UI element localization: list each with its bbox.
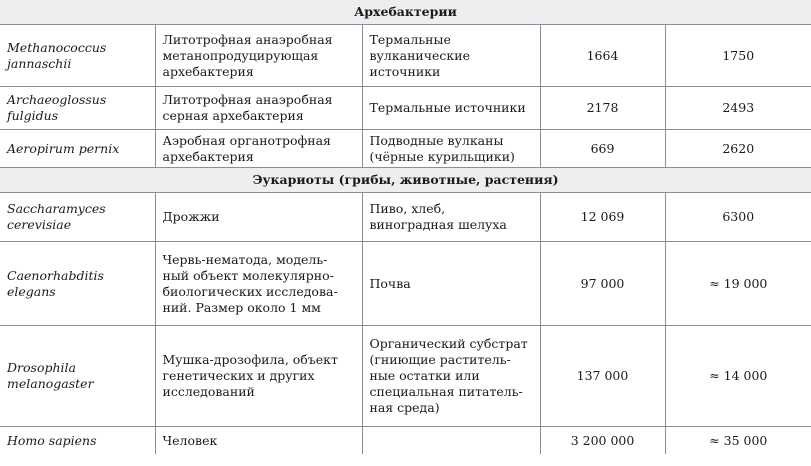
value-2: 2620	[665, 130, 811, 168]
description-line: Мушка-дрозофила, объект	[162, 352, 338, 367]
species-name	[0, 242, 155, 326]
species-name-line: Caenorhabditis	[7, 267, 104, 283]
species-name-line: Aeropirum pernix	[7, 140, 120, 156]
value-1: 1664	[540, 25, 665, 87]
section-title-eukaryotes: Эукариоты (грибы, животные, растения)	[0, 168, 811, 193]
species-name-line: elegans	[7, 283, 56, 299]
habitat-line: вулканические	[369, 47, 470, 63]
habitat-line: специальная питатель-	[369, 384, 523, 399]
species-name-line: Methanococcus	[7, 39, 107, 55]
description-line: архебактерия	[162, 148, 254, 164]
section-row-archaea	[0, 0, 811, 25]
description-line: генетических и других	[162, 368, 315, 383]
habitat-line: ная среда)	[369, 400, 440, 415]
organism-description	[155, 326, 362, 427]
organism-description	[155, 25, 362, 87]
value-2: ≈ 14 000	[665, 326, 811, 427]
habitat	[362, 193, 540, 242]
table-row	[0, 427, 811, 455]
habitat-line: виноградная шелуха	[369, 217, 507, 232]
habitat-line: Пиво, хлеб,	[369, 201, 446, 216]
habitat	[362, 130, 540, 168]
habitat	[362, 427, 540, 455]
species-name	[0, 326, 155, 427]
value-2: ≈ 19 000	[665, 242, 811, 326]
habitat	[362, 326, 540, 427]
habitat-line: (гниющие раститель-	[369, 352, 511, 367]
organism-description	[155, 193, 362, 242]
species-name	[0, 130, 155, 168]
species-name-line: Drosophila	[7, 360, 76, 375]
description-line: Литотрофная анаэробная	[162, 92, 333, 107]
description-line: метанопродуцирующая	[162, 47, 319, 63]
value-1: 97 000	[540, 242, 665, 326]
species-name-line: Archaeoglossus	[7, 92, 107, 107]
species-name-line: jannaschii	[7, 55, 72, 71]
description-line: серная архебактерия	[162, 108, 304, 123]
species-name	[0, 193, 155, 242]
species-name-line: Homo sapiens	[7, 432, 97, 448]
description-line: Человек	[162, 432, 218, 448]
description-line: Аэробная органотрофная	[162, 132, 331, 148]
habitat-line: Подводные вулканы	[369, 132, 504, 148]
organism-description	[155, 242, 362, 326]
habitat	[362, 242, 540, 326]
organism-description	[155, 130, 362, 168]
value-2: ≈ 35 000	[665, 427, 811, 455]
habitat-line: Органический субстрат	[369, 336, 528, 351]
table-row	[0, 25, 811, 87]
value-1: 2178	[540, 87, 665, 130]
organism-description	[155, 427, 362, 455]
value-1: 669	[540, 130, 665, 168]
habitat-line: Почва	[369, 275, 411, 291]
description-line: Червь-нематода, модель-	[162, 251, 328, 267]
habitat	[362, 25, 540, 87]
table-row	[0, 130, 811, 168]
habitat	[362, 87, 540, 130]
description-line: ный объект молекулярно-	[162, 267, 334, 283]
value-1: 3 200 000	[540, 427, 665, 455]
species-name-line: melanogaster	[7, 376, 94, 391]
description-line: Дрожжи	[162, 209, 220, 224]
description-line: исследований	[162, 384, 255, 399]
value-2: 1750	[665, 25, 811, 87]
species-name-line: cerevisiae	[7, 217, 72, 232]
description-line: архебактерия	[162, 63, 254, 79]
table-row	[0, 87, 811, 130]
habitat-line: источники	[369, 63, 441, 79]
habitat-line: Термальные	[369, 31, 451, 47]
species-name	[0, 427, 155, 455]
table-row	[0, 242, 811, 326]
section-title-archaea: Архебактерии	[0, 0, 811, 25]
table-row	[0, 193, 811, 242]
species-name-line: fulgidus	[7, 108, 59, 123]
section-row-eukaryotes	[0, 168, 811, 193]
value-2: 6300	[665, 193, 811, 242]
table-row	[0, 326, 811, 427]
value-1: 12 069	[540, 193, 665, 242]
habitat-line: (чёрные курильщики)	[369, 148, 515, 164]
species-name	[0, 87, 155, 130]
species-name-line: Saccharamyces	[7, 201, 106, 216]
description-line: биологических исследова-	[162, 283, 338, 299]
habitat-line: ные остатки или	[369, 368, 480, 383]
organism-description	[155, 87, 362, 130]
species-name	[0, 25, 155, 87]
value-1: 137 000	[540, 326, 665, 427]
habitat-line: Термальные источники	[369, 100, 526, 115]
description-line: ний. Размер около 1 мм	[162, 299, 321, 315]
description-line: Литотрофная анаэробная	[162, 31, 333, 47]
value-2: 2493	[665, 87, 811, 130]
